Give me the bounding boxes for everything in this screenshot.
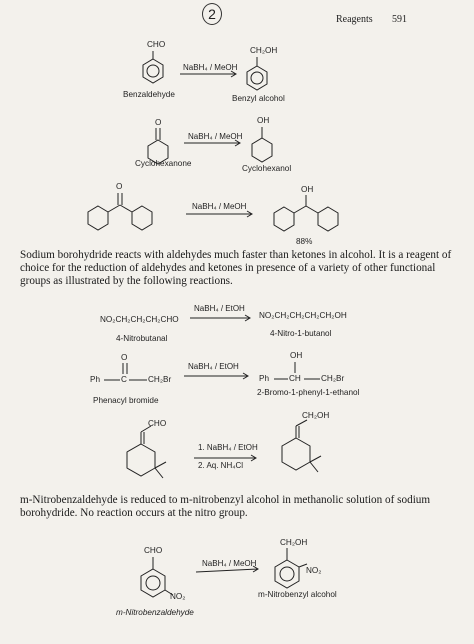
r5-start-right: CH₂Br [148, 375, 172, 384]
m-nitrobenzyl-alcohol-structure [275, 548, 307, 588]
cyclohexanol-structure [252, 127, 272, 162]
r2-product-group: OH [257, 116, 270, 125]
r5-product-right: CH₂Br [321, 374, 345, 383]
r3-start-group: O [116, 182, 123, 191]
r7-product-side-group: NO₂ [306, 566, 322, 575]
r5-start-name: Phenacyl bromide [93, 396, 159, 405]
cyclohexylidene-aldehyde-structure [127, 426, 166, 478]
dicyclohexyl-ketone-structure [88, 193, 152, 230]
r2-start-name: Cyclohexanone [135, 159, 192, 168]
r6-reagent-step1: 1. NaBH₄ / EtOH [198, 443, 258, 452]
r1-reagent: NaBH₄ / MeOH [183, 63, 238, 72]
r3-product-group: OH [301, 185, 314, 194]
r4-start-name: 4-Nitrobutanal [116, 334, 168, 343]
r7-start-top-group: CHO [144, 546, 163, 555]
r4-product-name: 4-Nitro-1-butanol [270, 329, 332, 338]
r5-product-carbon: CH [289, 374, 301, 383]
r1-start-group: CHO [147, 40, 166, 49]
r2-reagent: NaBH₄ / MeOH [188, 132, 243, 141]
running-header: Reagents [336, 14, 373, 25]
r2-product-name: Cyclohexanol [242, 164, 292, 173]
r4-reagent: NaBH₄ / EtOH [194, 304, 245, 313]
r6-product-group: CH₂OH [302, 411, 330, 420]
handwritten-page-mark: 2 [202, 3, 222, 25]
r6-reagent-step2: 2. Aq. NH₄Cl [198, 461, 244, 470]
benzaldehyde-structure [143, 51, 163, 83]
r1-product-group: CH₂OH [250, 46, 278, 55]
reaction-arrow-7 [196, 569, 258, 572]
r7-start-name: m-Nitrobenzaldehyde [116, 608, 194, 617]
r7-product-top-group: CH₂OH [280, 538, 308, 547]
r4-product-formula: NO₂CH₂CH₂CH₂CH₂OH [259, 311, 347, 320]
paragraph-borohydride-selectivity: Sodium borohydride reacts with aldehydes much faster than ketones in alcohol. It is a reagent of choice for the reduction of aldehydes and ketones in presence of a variety of other functional groups as illustrated by the following reactions. [20, 249, 452, 287]
page-number: 591 [392, 14, 407, 25]
cyclohexylidene-ethanol-structure [282, 420, 321, 472]
r1-product-name: Benzyl alcohol [232, 94, 285, 103]
r5-product-name: 2-Bromo-1-phenyl-1-ethanol [257, 388, 360, 397]
paragraph-nitrobenzaldehyde-reduction: m-Nitrobenzaldehyde is reduced to m-nitrobenzyl alcohol in methanolic solution of sodium borohydride. No reaction occurs at the nitro group. [20, 494, 431, 519]
r3-yield: 88% [296, 237, 313, 246]
m-nitrobenzaldehyde-structure [141, 557, 173, 597]
benzyl-alcohol-structure [247, 57, 267, 90]
r7-reagent: NaBH₄ / MeOH [202, 559, 257, 568]
r6-start-group: CHO [148, 419, 167, 428]
dicyclohexylmethanol-structure [274, 195, 338, 231]
r5-start-oxygen: O [121, 353, 128, 362]
r5-reagent: NaBH₄ / EtOH [188, 362, 239, 371]
r1-start-name: Benzaldehyde [123, 90, 175, 99]
r7-product-name: m-Nitrobenzyl alcohol [258, 590, 337, 599]
r7-start-side-group: NO₂ [170, 592, 186, 601]
r5-product-hydroxyl: OH [290, 351, 303, 360]
r4-start-formula: NO₂CH₂CH₂CH₂CHO [100, 315, 179, 324]
r5-start-left: Ph [90, 375, 101, 384]
r3-reagent: NaBH₄ / MeOH [192, 202, 247, 211]
r2-start-group: O [155, 118, 162, 127]
r5-start-carbon: C [121, 375, 127, 384]
r5-product-left: Ph [259, 374, 270, 383]
